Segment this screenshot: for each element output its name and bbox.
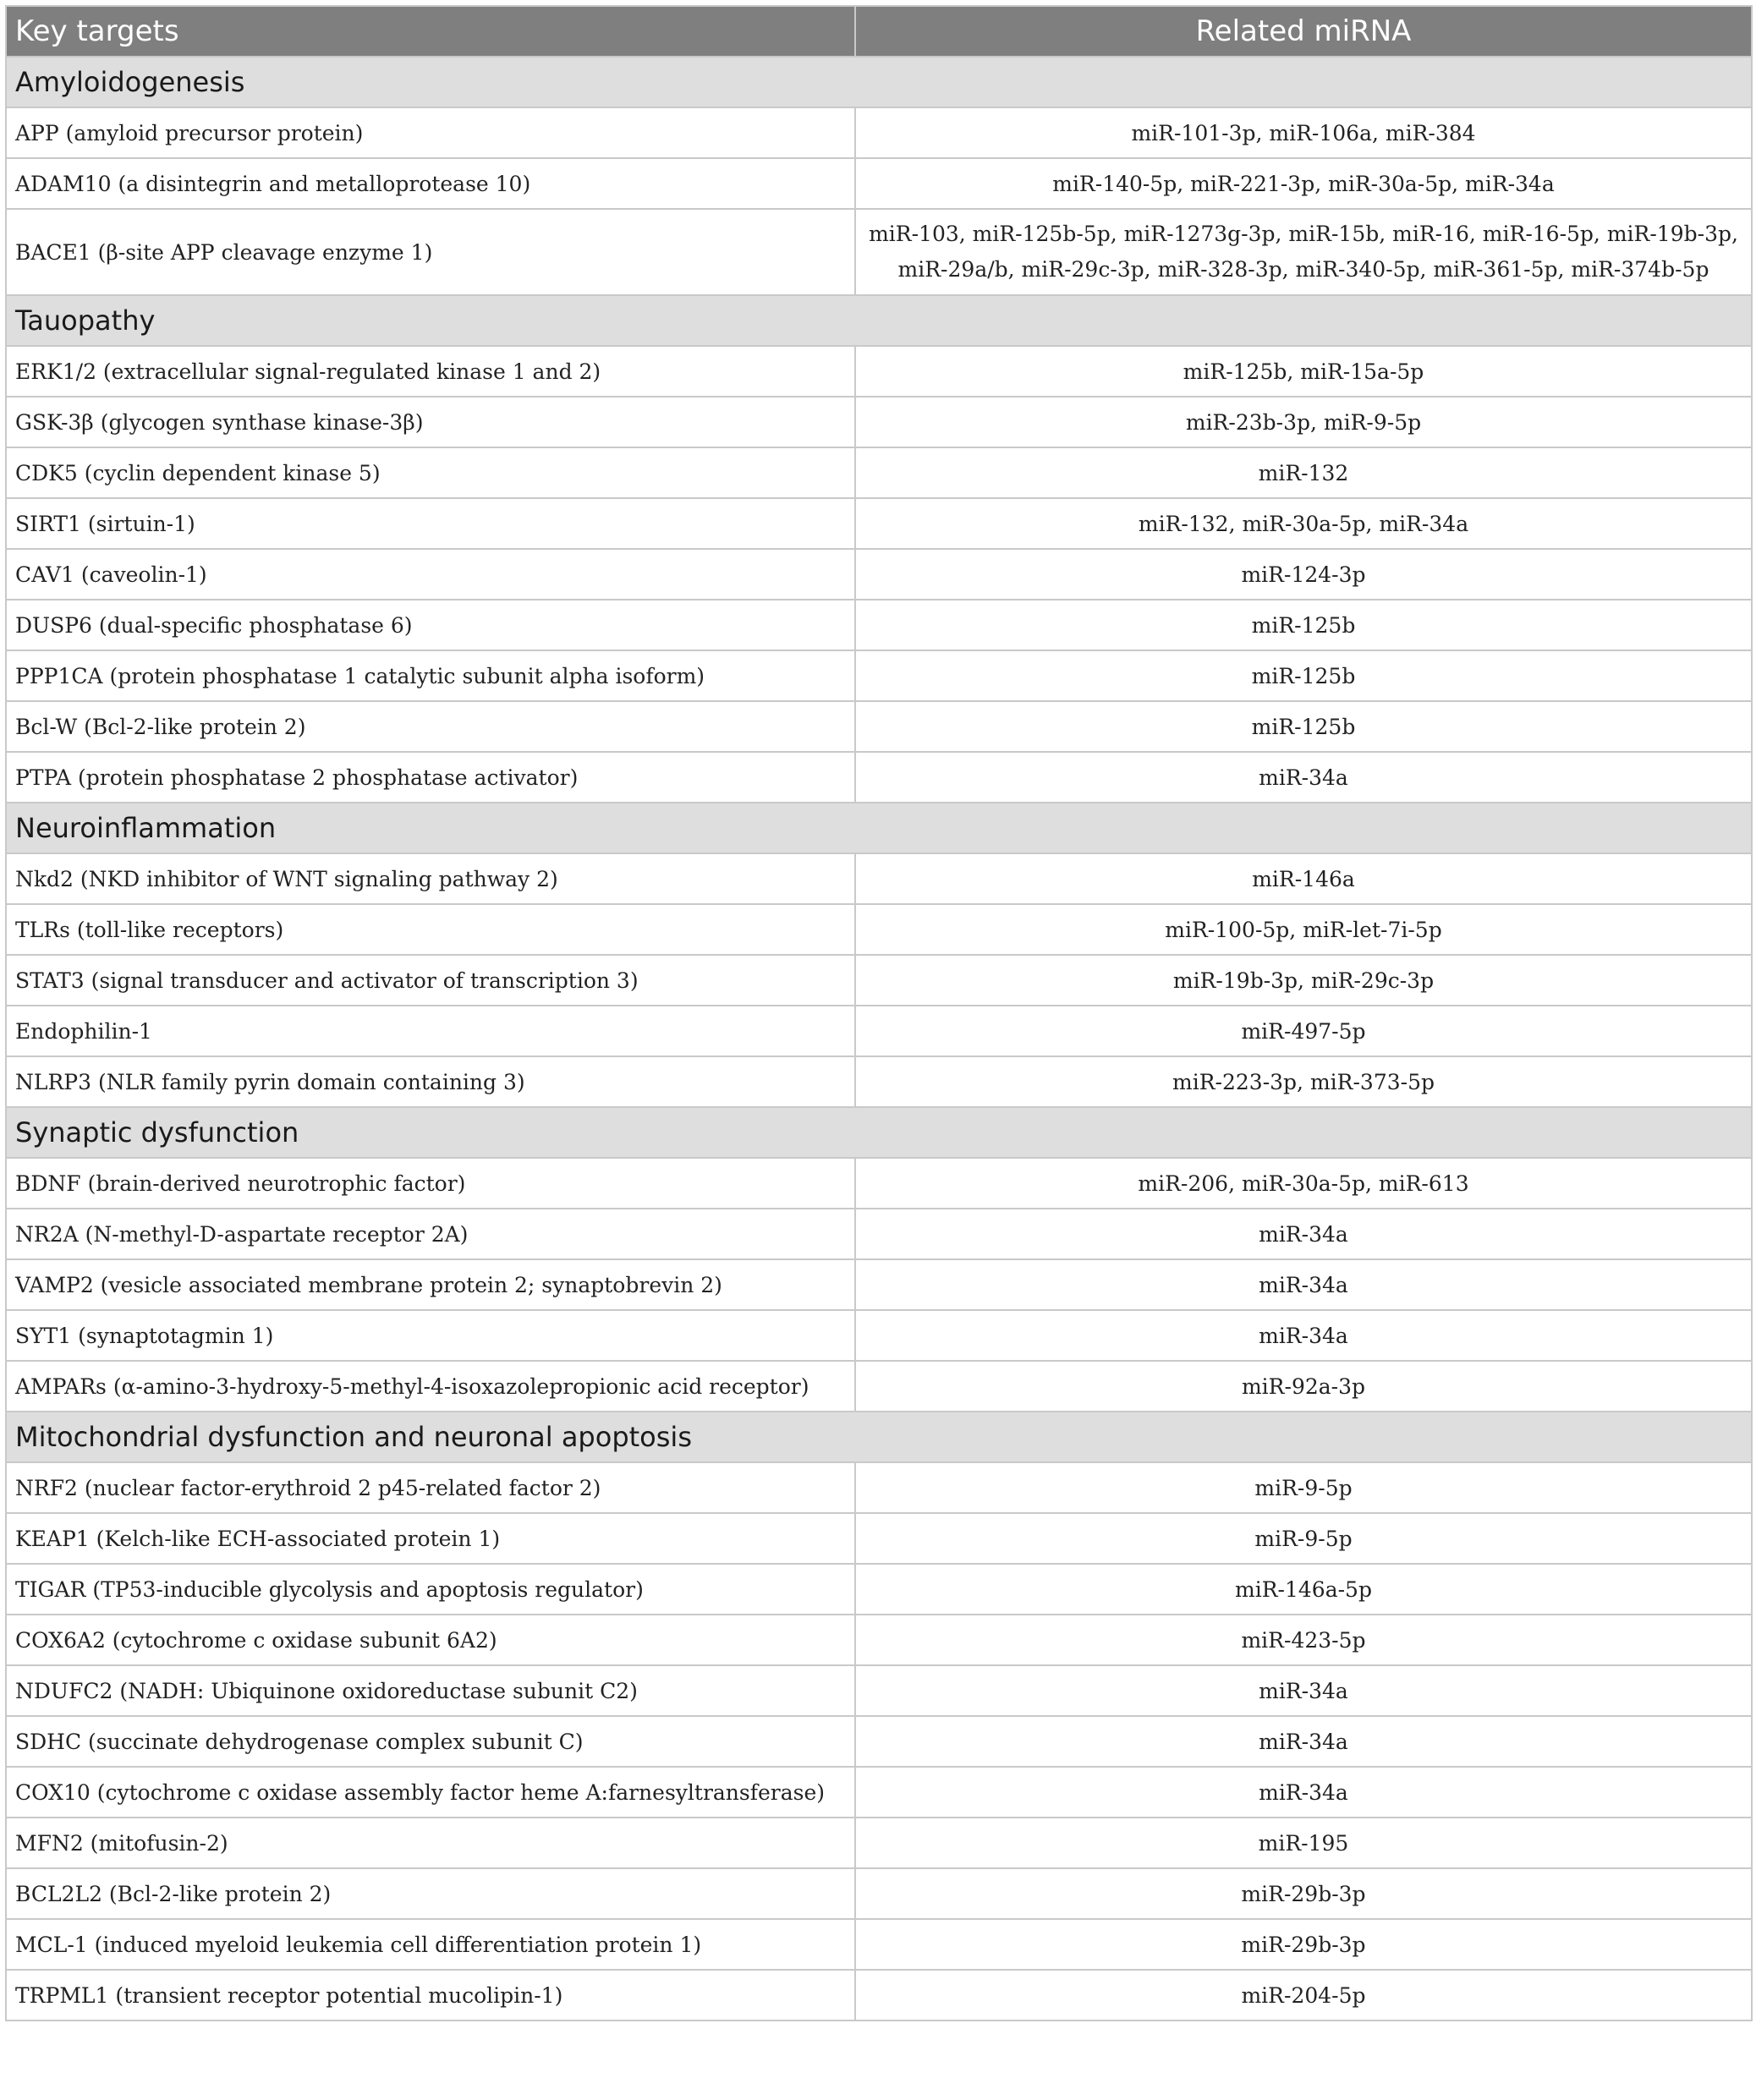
key-target-cell: NR2A (N-methyl-D-aspartate receptor 2A) [6,1209,855,1259]
key-target-cell: TRPML1 (transient receptor potential mucolipin-1) [6,1970,855,2020]
key-target-cell: PTPA (protein phosphatase 2 phosphatase activator) [6,752,855,803]
table-row [6,1615,1752,1665]
key-target-cell: SDHC (succinate dehydrogenase complex subunit C) [6,1716,855,1767]
table-header-row [6,6,1752,57]
key-target-cell: NRF2 (nuclear factor-erythroid 2 p45-related factor 2) [6,1462,855,1513]
related-mirna-cell: miR-103, miR-125b-5p, miR-1273g-3p, miR-15b, miR-16, miR-16-5p, miR-19b-3p, miR-29a/b, miR-29c-3p, miR-328-3p, miR-340-5p, miR-361-5p, miR-374b-5p [855,209,1752,295]
related-mirna-cell: miR-34a [855,752,1752,803]
key-target-cell: KEAP1 (Kelch-like ECH-associated protein 1) [6,1513,855,1564]
table-row [6,1970,1752,2020]
key-target-cell: TIGAR (TP53-inducible glycolysis and apoptosis regulator) [6,1564,855,1615]
table-row [6,1361,1752,1412]
key-target-cell: BACE1 (β-site APP cleavage enzyme 1) [6,209,855,295]
key-target-cell: GSK-3β (glycogen synthase kinase-3β) [6,397,855,447]
key-target-cell: AMPARs (α-amino-3-hydroxy-5-methyl-4-isoxazolepropionic acid receptor) [6,1361,855,1412]
key-target-cell: BCL2L2 (Bcl-2-like protein 2) [6,1868,855,1919]
key-target-cell: TLRs (toll-like receptors) [6,904,855,955]
table-row [6,955,1752,1006]
table-row [6,107,1752,158]
key-target-cell: STAT3 (signal transducer and activator of transcription 3) [6,955,855,1006]
table-row [6,1056,1752,1107]
table-row [6,752,1752,803]
related-mirna-cell: miR-34a [855,1767,1752,1818]
related-mirna-cell: miR-497-5p [855,1006,1752,1056]
key-target-cell: VAMP2 (vesicle associated membrane protein 2; synaptobrevin 2) [6,1259,855,1310]
table-body [6,57,1752,2020]
key-target-cell: ADAM10 (a disintegrin and metalloprotease 10) [6,158,855,209]
related-mirna-cell: miR-9-5p [855,1462,1752,1513]
table-row [6,853,1752,904]
related-mirna-cell: miR-100-5p, miR-let-7i-5p [855,904,1752,955]
related-mirna-cell: miR-92a-3p [855,1361,1752,1412]
related-mirna-cell: miR-125b, miR-15a-5p [855,346,1752,397]
table-row [6,1462,1752,1513]
section-title: Synaptic dysfunction [6,1107,1752,1158]
key-target-cell: SYT1 (synaptotagmin 1) [6,1310,855,1361]
table-row [6,1158,1752,1209]
key-target-cell: BDNF (brain-derived neurotrophic factor) [6,1158,855,1209]
related-mirna-cell: miR-146a-5p [855,1564,1752,1615]
table-row [6,498,1752,549]
section-header-row [6,1107,1752,1158]
key-target-cell: COX10 (cytochrome c oxidase assembly factor heme A:farnesyltransferase) [6,1767,855,1818]
related-mirna-cell: miR-29b-3p [855,1919,1752,1970]
column-header-related-mirna: Related miRNA [855,6,1752,57]
related-mirna-cell: miR-204-5p [855,1970,1752,2020]
section-header-row [6,57,1752,107]
related-mirna-cell: miR-101-3p, miR-106a, miR-384 [855,107,1752,158]
related-mirna-cell: miR-125b [855,600,1752,650]
section-header-row [6,803,1752,853]
related-mirna-cell: miR-195 [855,1818,1752,1868]
table-row [6,1716,1752,1767]
key-target-cell: MCL-1 (induced myeloid leukemia cell differentiation protein 1) [6,1919,855,1970]
related-mirna-cell: miR-140-5p, miR-221-3p, miR-30a-5p, miR-34a [855,158,1752,209]
table-row [6,1513,1752,1564]
related-mirna-cell: miR-132 [855,447,1752,498]
related-mirna-cell: miR-34a [855,1209,1752,1259]
mirna-target-table [5,5,1753,2021]
related-mirna-cell: miR-223-3p, miR-373-5p [855,1056,1752,1107]
related-mirna-cell: miR-34a [855,1716,1752,1767]
key-target-cell: NDUFC2 (NADH: Ubiquinone oxidoreductase subunit C2) [6,1665,855,1716]
table-row [6,1818,1752,1868]
table-row [6,904,1752,955]
related-mirna-cell: miR-132, miR-30a-5p, miR-34a [855,498,1752,549]
related-mirna-cell: miR-34a [855,1310,1752,1361]
table-row [6,650,1752,701]
related-mirna-cell: miR-23b-3p, miR-9-5p [855,397,1752,447]
key-target-cell: DUSP6 (dual-specific phosphatase 6) [6,600,855,650]
related-mirna-cell: miR-206, miR-30a-5p, miR-613 [855,1158,1752,1209]
related-mirna-cell: miR-29b-3p [855,1868,1752,1919]
key-target-cell: SIRT1 (sirtuin-1) [6,498,855,549]
section-header-row [6,295,1752,346]
key-target-cell: PPP1CA (protein phosphatase 1 catalytic subunit alpha isoform) [6,650,855,701]
related-mirna-cell: miR-34a [855,1665,1752,1716]
table-row [6,397,1752,447]
section-title: Amyloidogenesis [6,57,1752,107]
section-title: Mitochondrial dysfunction and neuronal apoptosis [6,1412,1752,1462]
table-row [6,1767,1752,1818]
related-mirna-cell: miR-9-5p [855,1513,1752,1564]
table-row [6,209,1752,295]
related-mirna-cell: miR-19b-3p, miR-29c-3p [855,955,1752,1006]
table-row [6,1919,1752,1970]
table-row [6,1006,1752,1056]
table-row [6,1209,1752,1259]
table-row [6,1564,1752,1615]
key-target-cell: CDK5 (cyclin dependent kinase 5) [6,447,855,498]
key-target-cell: MFN2 (mitofusin-2) [6,1818,855,1868]
related-mirna-cell: miR-125b [855,650,1752,701]
key-target-cell: NLRP3 (NLR family pyrin domain containing 3) [6,1056,855,1107]
key-target-cell: Endophilin-1 [6,1006,855,1056]
key-target-cell: Bcl-W (Bcl-2-like protein 2) [6,701,855,752]
table-row [6,346,1752,397]
related-mirna-cell: miR-34a [855,1259,1752,1310]
key-target-cell: ERK1/2 (extracellular signal-regulated kinase 1 and 2) [6,346,855,397]
key-target-cell: CAV1 (caveolin-1) [6,549,855,600]
table-row [6,447,1752,498]
table-row [6,701,1752,752]
section-title: Tauopathy [6,295,1752,346]
table-row [6,1310,1752,1361]
related-mirna-cell: miR-146a [855,853,1752,904]
column-header-key-targets: Key targets [6,6,855,57]
section-title: Neuroinflammation [6,803,1752,853]
related-mirna-cell: miR-124-3p [855,549,1752,600]
key-target-cell: APP (amyloid precursor protein) [6,107,855,158]
table-row [6,549,1752,600]
table-row [6,1665,1752,1716]
key-target-cell: COX6A2 (cytochrome c oxidase subunit 6A2) [6,1615,855,1665]
related-mirna-cell: miR-423-5p [855,1615,1752,1665]
key-target-cell: Nkd2 (NKD inhibitor of WNT signaling pathway 2) [6,853,855,904]
table-row [6,1868,1752,1919]
table-row [6,600,1752,650]
section-header-row [6,1412,1752,1462]
related-mirna-cell: miR-125b [855,701,1752,752]
table-row [6,158,1752,209]
table-row [6,1259,1752,1310]
